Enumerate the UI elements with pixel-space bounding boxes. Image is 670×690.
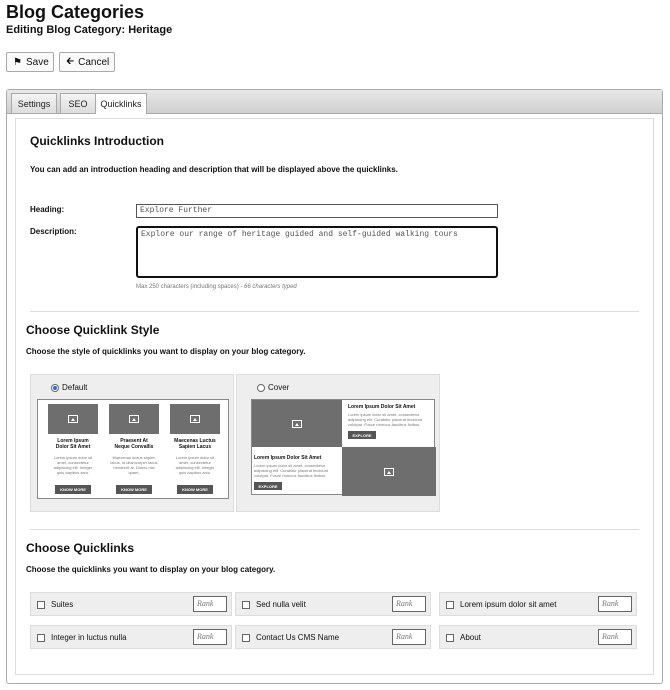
card-body: quis dapibus arcu. bbox=[56, 470, 90, 475]
cover-style-preview bbox=[251, 399, 435, 495]
page-title: Blog Categories bbox=[6, 2, 145, 22]
image-icon bbox=[342, 447, 436, 496]
style-option-cover[interactable] bbox=[236, 374, 440, 512]
quicklink-checkbox[interactable] bbox=[37, 634, 45, 642]
tab-bar bbox=[7, 90, 662, 114]
card-know-more-button: KNOW MORE bbox=[177, 485, 213, 494]
quicklink-label: Contact Us CMS Name bbox=[256, 633, 340, 642]
save-button[interactable] bbox=[6, 52, 54, 72]
card-title: Maecenas Luctus bbox=[174, 438, 216, 444]
intro-title: Quicklinks Introduction bbox=[30, 134, 165, 148]
quicklink-label: Suites bbox=[51, 600, 74, 609]
default-radio[interactable] bbox=[51, 384, 59, 392]
quicklink-row bbox=[30, 592, 232, 616]
quicklink-rank-input[interactable]: Rank bbox=[598, 596, 632, 612]
card-body: quis dapibus arcu. bbox=[178, 470, 212, 475]
cover-body: volutpat. Fusce rhoncus faucibus finibus. bbox=[348, 422, 421, 427]
quicklink-rank-input[interactable]: Rank bbox=[193, 629, 227, 645]
save-button-label: Save bbox=[25, 56, 49, 68]
card-title: Neque Convallis bbox=[114, 444, 154, 450]
card-body: amet, consectetur bbox=[57, 460, 89, 465]
heading-label: Heading: bbox=[30, 205, 65, 214]
editor-panel bbox=[6, 89, 663, 684]
cover-radio[interactable] bbox=[257, 384, 265, 392]
cover-radio-label: Cover bbox=[268, 383, 290, 392]
image-icon bbox=[48, 404, 98, 434]
quicklink-label: About bbox=[460, 633, 481, 642]
quicklinks-title: Choose Quicklinks bbox=[26, 541, 135, 555]
tab-settings[interactable]: Settings bbox=[11, 93, 57, 113]
quicklink-rank-input[interactable]: Rank bbox=[598, 629, 632, 645]
card-body: Lorem ipsum dolor sit bbox=[53, 455, 93, 460]
card-title: Lorem Ipsum bbox=[57, 438, 89, 444]
quicklink-row bbox=[439, 625, 637, 649]
cover-explore-button: EXPLORE bbox=[254, 482, 282, 490]
quicklink-checkbox[interactable] bbox=[446, 634, 454, 642]
char-count-text: - 66 characters typed bbox=[238, 284, 297, 290]
arrow-left-icon: 🡰 bbox=[66, 55, 75, 67]
quicklink-rank-input[interactable]: Rank bbox=[392, 596, 426, 612]
quicklink-checkbox[interactable] bbox=[242, 601, 250, 609]
card-body: lacus, id ullamcorper lacus bbox=[110, 460, 158, 465]
save-icon: ⚑ bbox=[13, 56, 22, 68]
cover-body: adipiscing elit. Curabitur placerat tincidunt bbox=[348, 417, 423, 422]
style-option-default[interactable] bbox=[30, 374, 234, 512]
quicklink-label: Lorem ipsum dolor sit amet bbox=[460, 600, 557, 609]
default-radio-label: Default bbox=[62, 383, 88, 392]
quicklink-checkbox[interactable] bbox=[37, 601, 45, 609]
quicklink-checkbox[interactable] bbox=[242, 634, 250, 642]
cancel-button[interactable] bbox=[59, 52, 115, 72]
card-know-more-button: KNOW MORE bbox=[116, 485, 152, 494]
card-title: Sapien Lacus bbox=[178, 444, 212, 450]
quicklink-checkbox[interactable] bbox=[446, 601, 454, 609]
default-style-preview bbox=[37, 399, 229, 499]
quicklink-label: Sed nulla velit bbox=[256, 600, 306, 609]
quicklink-rank-input[interactable]: Rank bbox=[392, 629, 426, 645]
card-body: Lorem ipsum dolor sit bbox=[175, 455, 215, 460]
image-icon bbox=[109, 404, 159, 434]
image-icon bbox=[252, 400, 342, 447]
card-body: adipiscing elit. Integer bbox=[53, 465, 93, 470]
card-title: Dolor Sit Amet bbox=[55, 444, 91, 450]
quicklinks-description: Choose the quicklinks you want to display on your blog category. bbox=[26, 565, 276, 574]
cover-body: Lorem ipsum dolor sit amet, consectetur bbox=[254, 463, 326, 468]
section-divider bbox=[30, 311, 639, 312]
quicklink-row bbox=[439, 592, 637, 616]
cover-explore-button: EXPLORE bbox=[348, 431, 376, 439]
quicklink-row bbox=[235, 592, 431, 616]
cover-body: volutpat. Fusce rhoncus faucibus finibus. bbox=[254, 473, 327, 478]
section-divider bbox=[30, 529, 639, 530]
card-body: amet, consectetur bbox=[179, 460, 211, 465]
card-body: Maecenas luctus sapien bbox=[112, 455, 156, 460]
char-limit-text: Max 250 characters (including spaces) bbox=[136, 284, 239, 290]
card-body: adipiscing elit. Integer bbox=[175, 465, 215, 470]
quicklink-row bbox=[30, 625, 232, 649]
page-subtitle: Editing Blog Category: Heritage bbox=[6, 24, 173, 36]
intro-description: You can add an introduction heading and description that will be displayed above the quicklinks. bbox=[30, 165, 398, 174]
quicklink-label: Integer in luctus nulla bbox=[51, 633, 127, 642]
heading-input[interactable]: Explore Further bbox=[136, 204, 498, 218]
style-description: Choose the style of quicklinks you want to display on your blog category. bbox=[26, 347, 306, 356]
cover-body: adipiscing elit. Curabitur placerat tincidunt bbox=[254, 468, 329, 473]
tab-seo[interactable]: SEO bbox=[60, 93, 96, 113]
style-title: Choose Quicklink Style bbox=[26, 323, 160, 337]
cover-body: Lorem ipsum dolor sit amet, consectetur bbox=[348, 412, 420, 417]
quicklinks-content bbox=[15, 118, 654, 675]
image-icon bbox=[170, 404, 220, 434]
cover-title: Lorem Ipsum Dolor Sit Amet bbox=[254, 455, 322, 461]
card-body: hendrerit at. Donec nisl bbox=[113, 465, 155, 470]
description-label: Description: bbox=[30, 227, 77, 236]
cancel-button-label: Cancel bbox=[78, 56, 110, 68]
card-body: quam, bbox=[128, 470, 140, 475]
description-textarea[interactable]: Explore our range of heritage guided and self-guided walking tours bbox=[136, 226, 498, 278]
quicklink-rank-input[interactable]: Rank bbox=[193, 596, 227, 612]
tab-quicklinks[interactable]: Quicklinks bbox=[95, 93, 147, 114]
card-title: Praesent At bbox=[120, 438, 148, 444]
cover-title: Lorem Ipsum Dolor Sit Amet bbox=[348, 404, 416, 410]
quicklink-row bbox=[235, 625, 431, 649]
char-counter bbox=[136, 284, 297, 290]
card-know-more-button: KNOW MORE bbox=[55, 485, 91, 494]
